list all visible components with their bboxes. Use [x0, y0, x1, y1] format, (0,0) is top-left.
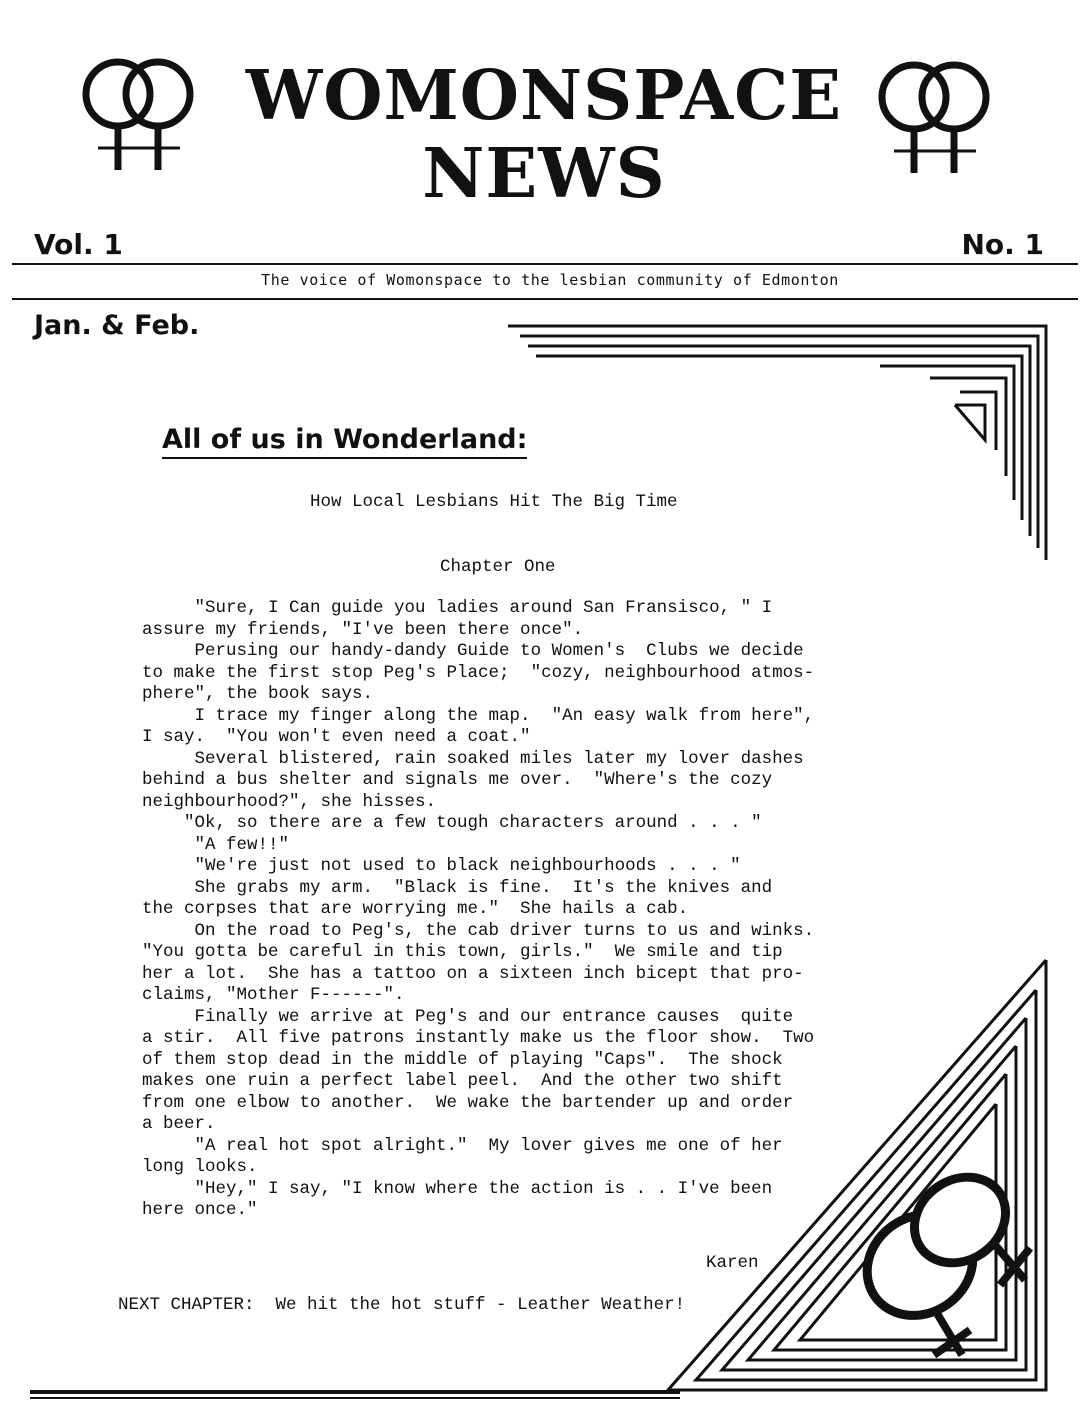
article-line: her a lot. She has a tattoo on a sixteen inch bicept that pro-: [142, 963, 804, 984]
article-line: "Hey," I say, "I know where the action is . . I've been: [142, 1178, 773, 1199]
article-line: claims, "Mother F------".: [142, 985, 405, 1005]
article-line: She grabs my arm. "Black is fine. It's the knives and: [142, 877, 773, 898]
masthead-line-1: WOMONSPACE: [245, 56, 843, 136]
article-line: Several blistered, rain soaked miles later my lover dashes: [142, 748, 804, 769]
article-line: a beer.: [142, 1114, 216, 1134]
article-title: All of us in Wonderland:: [162, 424, 527, 459]
article-line: a stir. All five patrons instantly make us the floor show. Two: [142, 1028, 815, 1048]
chapter-heading: Chapter One: [440, 557, 556, 577]
next-chapter-note: NEXT CHAPTER: We hit the hot stuff - Leather Weather!: [118, 1295, 686, 1315]
article-line: "Ok, so there are a few tough characters around . . . ": [142, 813, 762, 833]
interlocked-venus-icon: [850, 1150, 1050, 1380]
article-line: I trace my finger along the map. "An easy walk from here",: [142, 705, 815, 726]
article-subtitle: How Local Lesbians Hit The Big Time: [310, 492, 678, 512]
article-line: long looks.: [142, 1157, 258, 1177]
tagline: The voice of Womonspace to the lesbian community of Edmonton: [261, 271, 839, 289]
article-line: "We're just not used to black neighbourhoods . . . ": [142, 856, 741, 876]
article-line: "A real hot spot alright." My lover gives me one of her: [142, 1135, 783, 1156]
article-line: makes one ruin a perfect label peel. And the other two shift: [142, 1071, 783, 1091]
article-line: behind a bus shelter and signals me over. "Where's the cozy: [142, 770, 773, 790]
article-line: I say. "You won't even need a coat.": [142, 727, 531, 747]
article-line: of them stop dead in the middle of playing "Caps". The shock: [142, 1049, 783, 1070]
article-line: here once.": [142, 1200, 258, 1220]
article-body: [142, 598, 814, 1222]
article-line: the corpses that are worrying me." She hails a cab.: [142, 899, 689, 919]
issue-number-label: No. 1: [961, 228, 1044, 261]
article-line: Finally we arrive at Peg's and our entrance causes quite: [142, 1006, 794, 1027]
article-line: neighbourhood?", she hisses.: [142, 791, 437, 812]
article-line: assure my friends, "I've been there once".: [142, 619, 584, 640]
author-signature: Karen: [706, 1253, 759, 1273]
article-line: Perusing our handy-dandy Guide to Women's Clubs we decide: [142, 641, 804, 661]
article-line: from one elbow to another. We wake the bartender up and order: [142, 1092, 794, 1113]
volume-label: Vol. 1: [34, 228, 123, 261]
article-line: "Sure, I Can guide you ladies around San Fransisco, " I: [142, 598, 773, 618]
article-line: "You gotta be careful in this town, girls." We smile and tip: [142, 942, 783, 962]
article-line: On the road to Peg's, the cab driver turns to us and winks.: [142, 920, 815, 941]
article-line: "A few!!": [142, 834, 290, 855]
article-line: phere", the book says.: [142, 684, 374, 704]
issue-date: Jan. & Feb.: [34, 310, 200, 341]
masthead-line-2: NEWS: [422, 134, 666, 214]
article-line: to make the first stop Peg's Place; "cozy, neighbourhood atmos-: [142, 662, 815, 683]
